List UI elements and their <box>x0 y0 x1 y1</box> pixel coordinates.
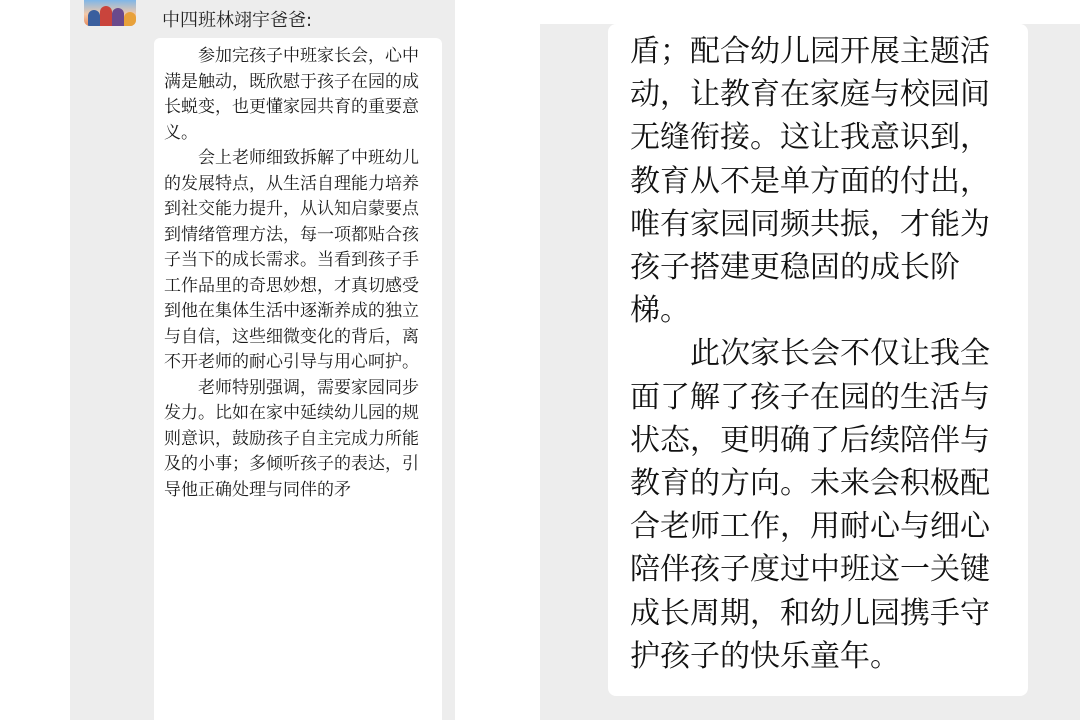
sender-name: 中四班林翊宇爸爸: <box>162 10 313 31</box>
message-paragraph: 参加完孩子中班家长会，心中满是触动，既欣慰于孩子在园的成长蜕变，也更懂家园共育的重要意义。 <box>164 46 419 143</box>
avatar-figure-2 <box>100 6 112 26</box>
avatar-figure-1 <box>88 10 100 26</box>
avatar[interactable] <box>84 0 136 26</box>
left-chat-screenshot <box>70 0 455 720</box>
avatar-figure-3 <box>112 8 124 26</box>
message-paragraph: 会上老师细致拆解了中班幼儿的发展特点，从生活自理能力培养到社交能力提升，从认知启蒙要点到情绪管理方法，每一项都贴合孩子当下的成长需求。当看到孩子手工作品里的奇思妙想，才真切感受到他在集体生活中逐渐养成的独立与自信，这些细微变化的背后，离不开老师的耐心引导与用心呵护。 <box>164 148 419 372</box>
message-paragraph: 老师特别强调，需要家园同步发力。比如在家中延续幼儿园的规则意识，鼓励孩子自主完成力所能及的小事；多倾听孩子的表达，引导他正确处理与同伴的矛 <box>164 377 419 500</box>
message-paragraph: 盾；配合幼儿园开展主题活动，让教育在家庭与校园间无缝衔接。这让我意识到，教育从不是单方面的付出，唯有家园同频共振，才能为孩子搭建更稳固的成长阶梯。 <box>630 34 990 329</box>
avatar-figure-4 <box>124 12 136 26</box>
right-chat-screenshot <box>540 24 1080 720</box>
message-text <box>164 44 434 503</box>
message-paragraph: 此次家长会不仅让我全面了解了孩子在园的生活与状态，更明确了后续陪伴与教育的方向。未来会积极配合老师工作，用耐心与细心陪伴孩子度过中班这一关键成长周期，和幼儿园携手守护孩子的快乐童年。 <box>630 336 990 674</box>
message-text <box>630 30 1012 678</box>
